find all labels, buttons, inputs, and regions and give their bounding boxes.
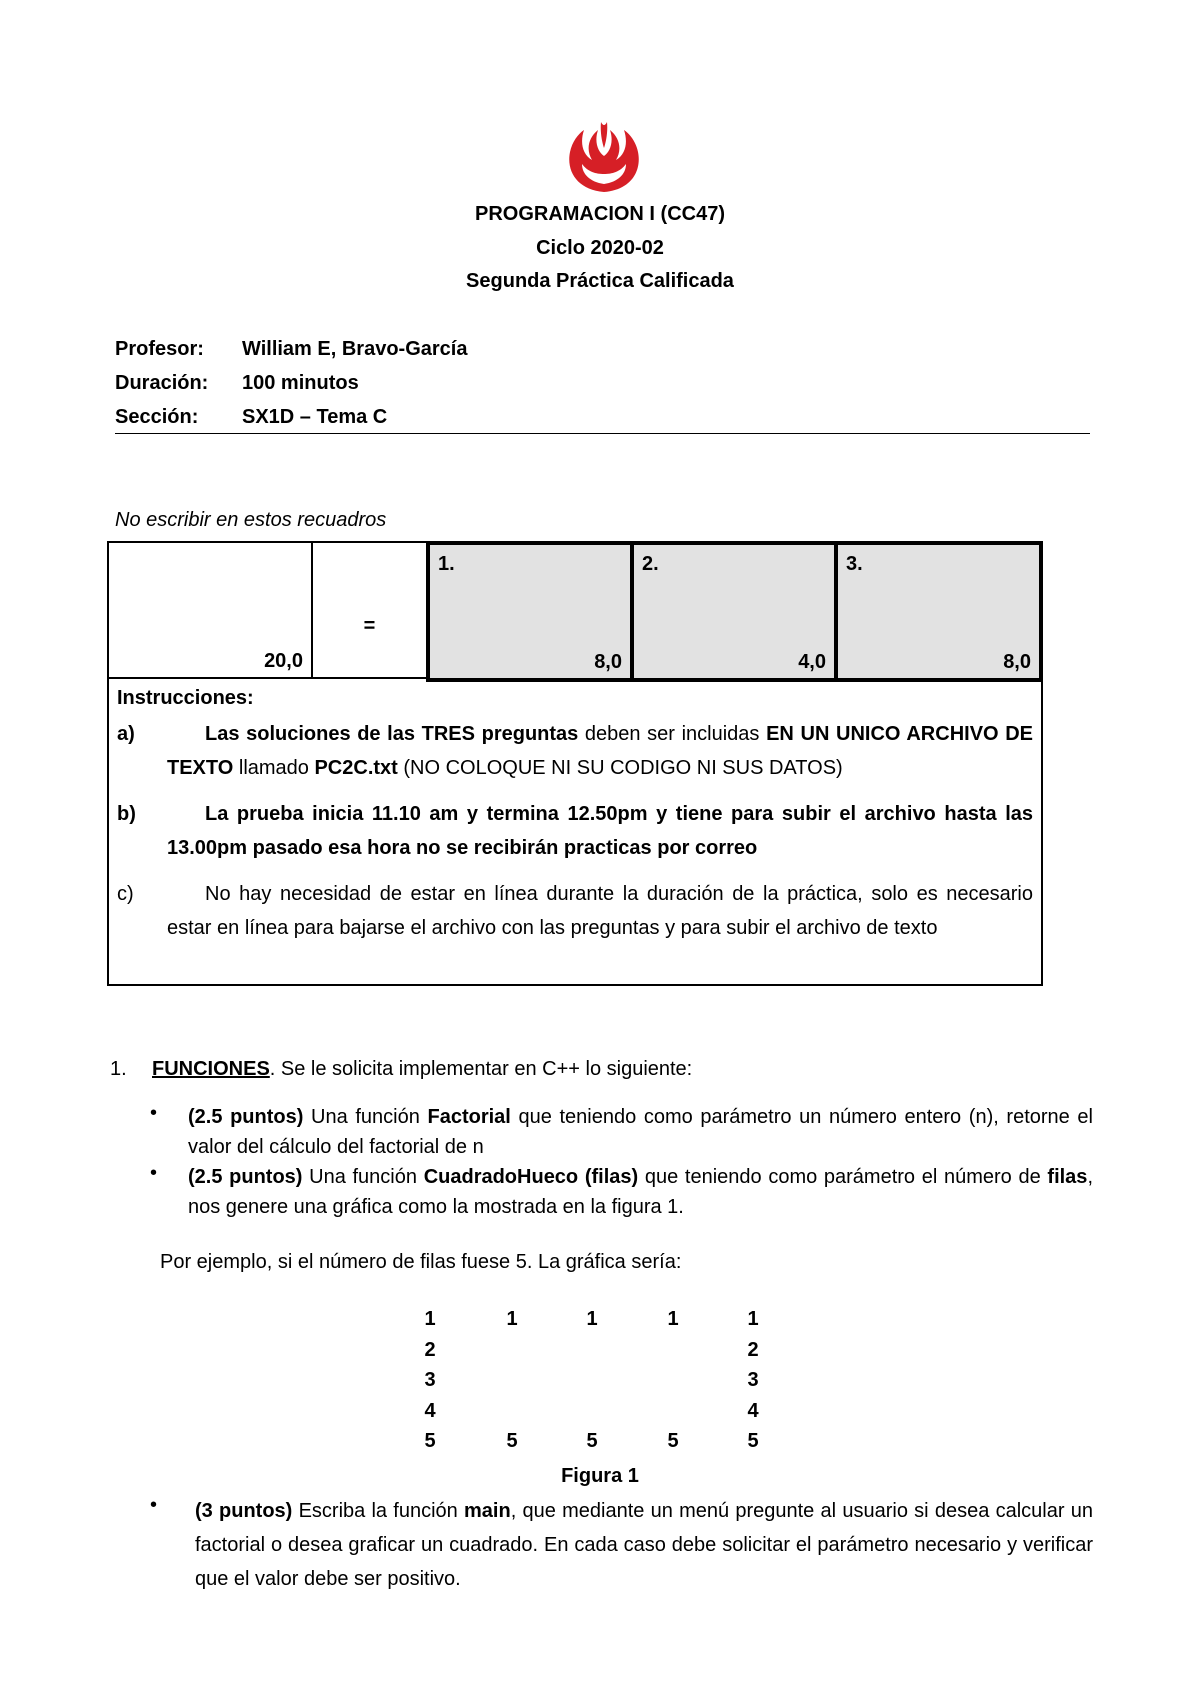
question-1-points: 8,0 <box>594 651 622 673</box>
bullet-3-text-1: Escriba la función <box>292 1500 465 1522</box>
question-1-number: 1. <box>438 553 455 575</box>
figure-cell: 2 <box>424 1338 436 1361</box>
figure-cell: 1 <box>506 1308 518 1330</box>
course-title: PROGRAMACION I (CC47) <box>474 203 725 225</box>
section-label: Sección: <box>115 406 199 428</box>
bullet-3-text-2: , que mediante un menú pregunte al usuario si desea calcular un factorial o desea graficar un cuadrado. En cada caso debe solicitar el parámetro necesario y verificar que el valor debe ser positivo. <box>195 1500 1093 1590</box>
bullet-3-function-name: main <box>464 1500 511 1522</box>
question-2-number: 2. <box>642 553 659 575</box>
figure-cell: 1 <box>424 1308 436 1330</box>
figure-1-grid <box>420 1308 800 1461</box>
bullet-2-function-name: CuadradoHueco (filas) <box>423 1166 639 1188</box>
professor-value: William E, Bravo-García <box>242 338 468 360</box>
figure-row-5 <box>420 1430 800 1461</box>
question-2-score-box <box>630 541 838 682</box>
figure-row-1 <box>420 1308 800 1339</box>
question-2-points: 4,0 <box>798 651 826 673</box>
figure-cell: 3 <box>747 1369 759 1391</box>
instruction-a-filename: PC2C.txt <box>314 757 398 779</box>
question-1-heading-title: FUNCIONES <box>152 1058 270 1080</box>
bullet-2-filas: filas <box>1047 1166 1088 1188</box>
instruction-a-bold-1: Las soluciones de las TRES preguntas <box>205 723 579 745</box>
bullet-1-points: (2.5 puntos) <box>188 1106 304 1128</box>
instructions-box <box>107 679 1043 986</box>
figure-cell: 5 <box>667 1430 679 1452</box>
bullet-2-text <box>188 1162 1093 1222</box>
figure-cell: 2 <box>747 1338 759 1361</box>
instruction-c-letter: c) <box>117 883 134 905</box>
bullet-2-text-3: , nos genere una gráfica como la mostrada en la figura 1. <box>188 1166 1093 1218</box>
bullet-2-text-2: que teniendo como parámetro el número de <box>638 1166 1048 1188</box>
instruction-a-text <box>117 717 1033 785</box>
instructions-title: Instrucciones: <box>117 687 254 709</box>
instruction-b-text: La prueba inicia 11.10 am y termina 12.50pm y tiene para subir el archivo hasta las 13.00pm pasado esa hora no se recibirán practicas por correo <box>167 803 1033 859</box>
bullet-1-text-1: Una función <box>303 1106 428 1128</box>
bullet-3-text <box>195 1494 1093 1596</box>
bullet-2-icon: • <box>150 1162 158 1184</box>
figure-cell: 5 <box>586 1430 598 1452</box>
instruction-a-text-3: (NO COLOQUE NI SU CODIGO NI SUS DATOS) <box>397 757 843 779</box>
instruction-c <box>117 877 1033 945</box>
question-3-score-box <box>834 541 1043 682</box>
instruction-a-text-2: llamado <box>233 757 315 779</box>
bullet-2-text-1: Una función <box>302 1166 424 1188</box>
instruction-a-text-1: deben ser incluidas <box>578 723 767 745</box>
instruction-b-letter: b) <box>117 803 136 825</box>
figure-row-2 <box>420 1339 800 1370</box>
figure-row-3 <box>420 1369 800 1400</box>
exam-title: Segunda Práctica Calificada <box>466 270 734 292</box>
section-value: SX1D – Tema C <box>242 406 388 428</box>
equals-box <box>313 541 426 679</box>
equals-sign: = <box>363 615 376 637</box>
bullet-3-icon: • <box>150 1494 158 1516</box>
figure-cell: 4 <box>747 1399 759 1422</box>
figure-cell: 5 <box>506 1430 518 1452</box>
figure-cell: 1 <box>586 1308 598 1330</box>
figure-cell: 3 <box>424 1369 436 1391</box>
professor-label: Profesor: <box>115 338 204 360</box>
example-text: Por ejemplo, si el número de filas fuese 5. La gráfica sería: <box>160 1251 682 1273</box>
figure-cell: 1 <box>667 1308 679 1330</box>
university-logo-icon <box>564 118 644 194</box>
question-1-heading <box>110 1058 692 1081</box>
instruction-a-bold-2: EN UN UNICO ARCHIVO DE TEXTO <box>167 723 1034 779</box>
instruction-a <box>117 717 1033 785</box>
question-1-heading-number: 1. <box>110 1058 127 1080</box>
total-points: 20,0 <box>264 650 303 672</box>
figure-cell: 1 <box>747 1308 759 1330</box>
header-divider <box>115 433 1090 434</box>
instruction-b <box>117 797 1033 865</box>
figure-cell: 4 <box>424 1399 436 1422</box>
question-1-score-box <box>426 541 634 682</box>
bullet-1-text-2: que teniendo como parámetro un número entero (n), retorne el valor del cálculo del factorial de n <box>188 1106 1093 1158</box>
question-1-heading-intro: . Se le solicita implementar en C++ lo siguiente: <box>269 1058 693 1080</box>
figure-1-caption: Figura 1 <box>561 1465 639 1487</box>
instruction-c-text: No hay necesidad de estar en línea durante la duración de la práctica, solo es necesario estar en línea para bajarse el archivo con las preguntas y para subir el archivo de texto <box>167 883 1033 939</box>
bullet-1-icon: • <box>150 1102 158 1124</box>
question-3-number: 3. <box>846 553 863 575</box>
duration-label: Duración: <box>115 372 209 394</box>
figure-cell: 5 <box>424 1430 436 1452</box>
question-3-points: 8,0 <box>1003 651 1031 673</box>
total-score-box <box>107 541 313 679</box>
grading-note: No escribir en estos recuadros <box>115 509 387 531</box>
bullet-1-text <box>188 1102 1093 1162</box>
bullet-2-points: (2.5 puntos) <box>188 1166 303 1188</box>
duration-value: 100 minutos <box>242 372 359 394</box>
bullet-1-function-name: Factorial <box>427 1106 511 1128</box>
cycle-title: Ciclo 2020-02 <box>536 237 664 259</box>
bullet-3-points: (3 puntos) <box>195 1500 293 1522</box>
figure-row-4 <box>420 1400 800 1431</box>
instruction-a-letter: a) <box>117 723 135 745</box>
figure-cell: 5 <box>747 1430 759 1452</box>
